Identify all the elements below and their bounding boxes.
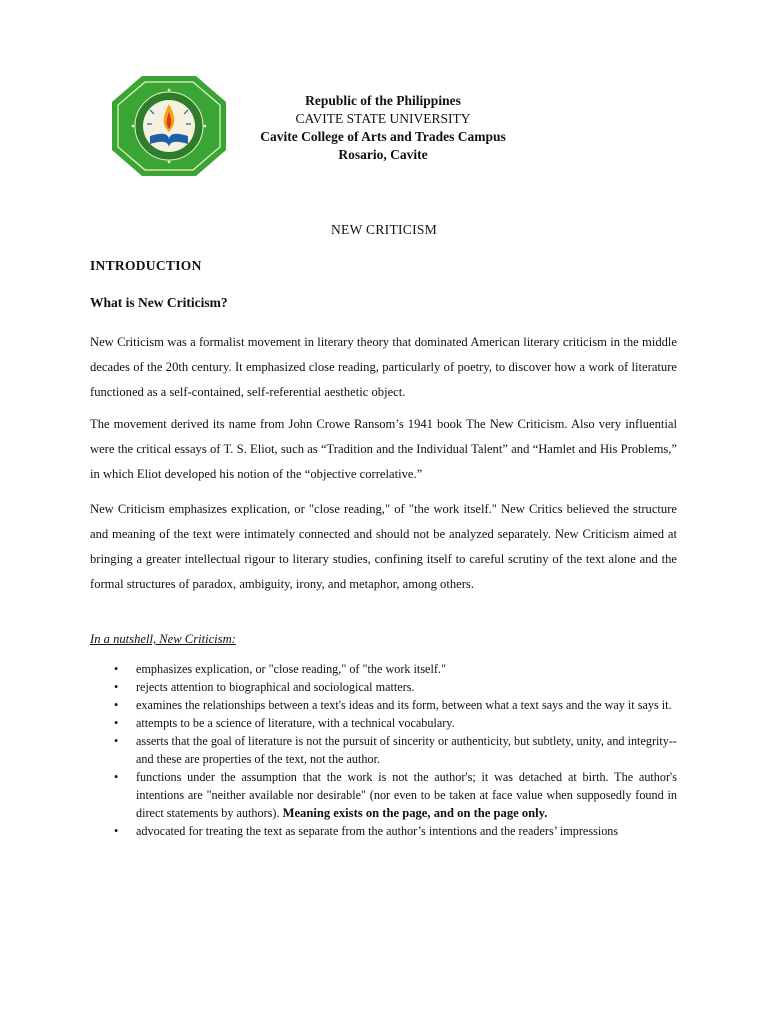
list-item (90, 714, 677, 732)
bullet-icon: • (114, 734, 119, 748)
bullet-icon: • (114, 716, 119, 730)
letterhead (228, 92, 538, 164)
university-seal-icon (110, 74, 228, 178)
list-item (90, 678, 677, 696)
list-item-text: rejects attention to biographical and sociological matters. (136, 680, 415, 694)
list-item-text: asserts that the goal of literature is not the pursuit of sincerity or authenticity, but subtlety, unity, and integrity--and these are properties of the text, not the author. (136, 734, 677, 766)
list-item-text: functions under the assumption that the work is not the author's; it was detached at birth. The author's intentions are "neither available nor desirable" (nor even to be taken at face value when supposedly found in direct statements by authors). (136, 770, 677, 820)
list-item (90, 696, 677, 714)
bullet-icon: • (114, 770, 119, 784)
paragraph-3: New Criticism emphasizes explication, or "close reading," of "the work itself." New Critics believed the structure and meaning of the text were intimately connected and should not be analyzed separately. New Criticism aimed at bringing a greater intellectual rigour to literary studies, confining itself to careful scrutiny of the text alone and the formal structures of paradox, ambiguity, irony, and metaphor, among others. (90, 502, 677, 591)
subheading: What is New Criticism? (90, 295, 228, 310)
paragraph-1: New Criticism was a formalist movement in literary theory that dominated American literary criticism in the middle decades of the 20th century. It emphasized close reading, particularly of poetry, to discover how a work of literature functioned as a self-contained, self-referential aesthetic object. (90, 335, 677, 399)
list-item-text: attempts to be a science of literature, with a technical vocabulary. (136, 716, 455, 730)
bullet-list (90, 660, 677, 840)
list-item (90, 768, 677, 822)
list-item-text: advocated for treating the text as separate from the author’s intentions and the readers’ impressions (136, 824, 619, 838)
list-item (90, 660, 677, 678)
bullet-icon: • (114, 698, 119, 712)
letterhead-campus: Cavite College of Arts and Trades Campus (260, 129, 506, 144)
section-heading: INTRODUCTION (90, 258, 202, 273)
list-item (90, 822, 677, 840)
paragraph-2: The movement derived its name from John Crowe Ransom’s 1941 book The New Criticism. Also very influential were the critical essays of T. S. Eliot, such as “Tradition and the Individual Talent” and “Hamlet and His Problems,” in which Eliot developed his notion of the “objective correlative.” (90, 417, 677, 481)
document-title: NEW CRITICISM (330, 222, 438, 237)
list-item (90, 732, 677, 768)
emphasis-text: Meaning exists on the page, and on the page only. (282, 806, 548, 820)
list-item-text: emphasizes explication, or "close reading," of "the work itself." (136, 662, 446, 676)
bullet-icon: • (114, 680, 119, 694)
nutshell-heading: In a nutshell, New Criticism: (90, 632, 236, 646)
letterhead-country: Republic of the Philippines (305, 93, 461, 108)
letterhead-university: CAVITE STATE UNIVERSITY (295, 111, 471, 126)
bullet-icon: • (114, 824, 119, 838)
bullet-icon: • (114, 662, 119, 676)
list-item-text: examines the relationships between a text's ideas and its form, between what a text says and the way it says it. (136, 698, 672, 712)
letterhead-location: Rosario, Cavite (338, 147, 428, 162)
